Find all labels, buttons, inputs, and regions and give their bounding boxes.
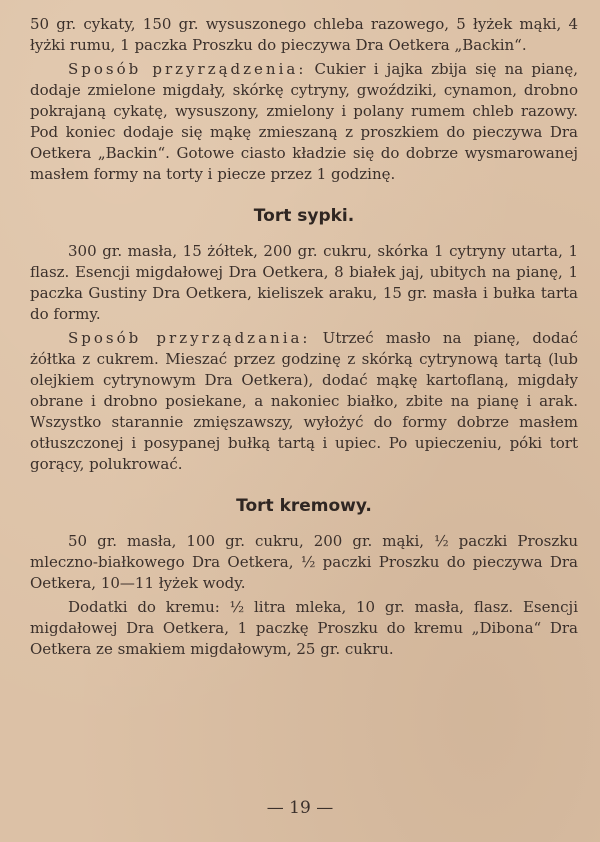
tort-sypki-method xyxy=(30,328,578,475)
tort-sypki-method-label: Sposób przyrządzania: xyxy=(68,329,311,347)
tort-kremowy-title: Tort kremowy. xyxy=(236,496,372,516)
intro-method xyxy=(30,59,578,185)
tort-sypki-title: Tort sypki. xyxy=(253,206,355,226)
tort-sypki-ingredients: 300 gr. masła, 15 żółtek, 200 gr. cukru, skórka 1 cytryny utarta, 1 flasz. Esencji migdałowej Dra Oetkera, 8 białek jaj, ubitych na pianę, 1 paczka Gustiny Dra Oetkera, kieliszek araku, 15 gr. masła i bułka tarta do formy. xyxy=(30,242,578,323)
tort-kremowy-ingredients: 50 gr. masła, 100 gr. cukru, 200 gr. mąki, ½ paczki Proszku mleczno-białkowego Dra Oetkera, ½ paczki Proszku do pieczywa Dra Oetkera, 10—11 łyżek wody. xyxy=(30,532,578,592)
tort-kremowy-additions: Dodatki do kremu: ½ litra mleka, 10 gr. masła, flasz. Esencji migdałowej Dra Oetkera, 1 paczkę Proszku do kremu „Dibona“ Dra Oetkera ze smakiem migdałowym, 25 gr. cukru. xyxy=(30,598,578,658)
tort-sypki-method-text: Utrzeć masło na pianę, dodać żółtka z cukrem. Mieszać przez godzinę z skórką cytrynową tartą (lub olejkiem cytrynowym Dra Oetkera), dodać mąkę kartoflaną, migdały obrane i drobno posiekane, a nakoniec białko, zbite na pianę i arak. Wszystko starannie zmięszawszy, wyłożyć do formy dobrze masłem otłuszczonej i posypanej bułką tartą i upiec. Po upieczeniu, póki tort gorący, polukrować. xyxy=(30,329,579,473)
intro-method-label: Sposób przyrządzenia: xyxy=(68,60,307,78)
page-number: — 19 — xyxy=(266,798,334,818)
intro-ingredients: 50 gr. cykaty, 150 gr. wysuszonego chleba razowego, 5 łyżek mąki, 4 łyżki rumu, 1 paczka Proszku do pieczywa Dra Oetkera „Backin“. xyxy=(30,15,578,54)
intro-method-text: Cukier i jajka zbija się na pianę, dodaje zmielone migdały, skórkę cytryny, gwoździki, cynamon, drobno pokrajaną cykatę, wysuszony, zmielony i polany rumem chleb razowy. Pod koniec dodaje się mąkę zmieszaną z proszkiem do pieczywa Dra Oetkera „Backin“. Gotowe ciasto kładzie się do dobrze wysmarowanej masłem formy na torty i piecze przez 1 godzinę. xyxy=(30,60,579,183)
